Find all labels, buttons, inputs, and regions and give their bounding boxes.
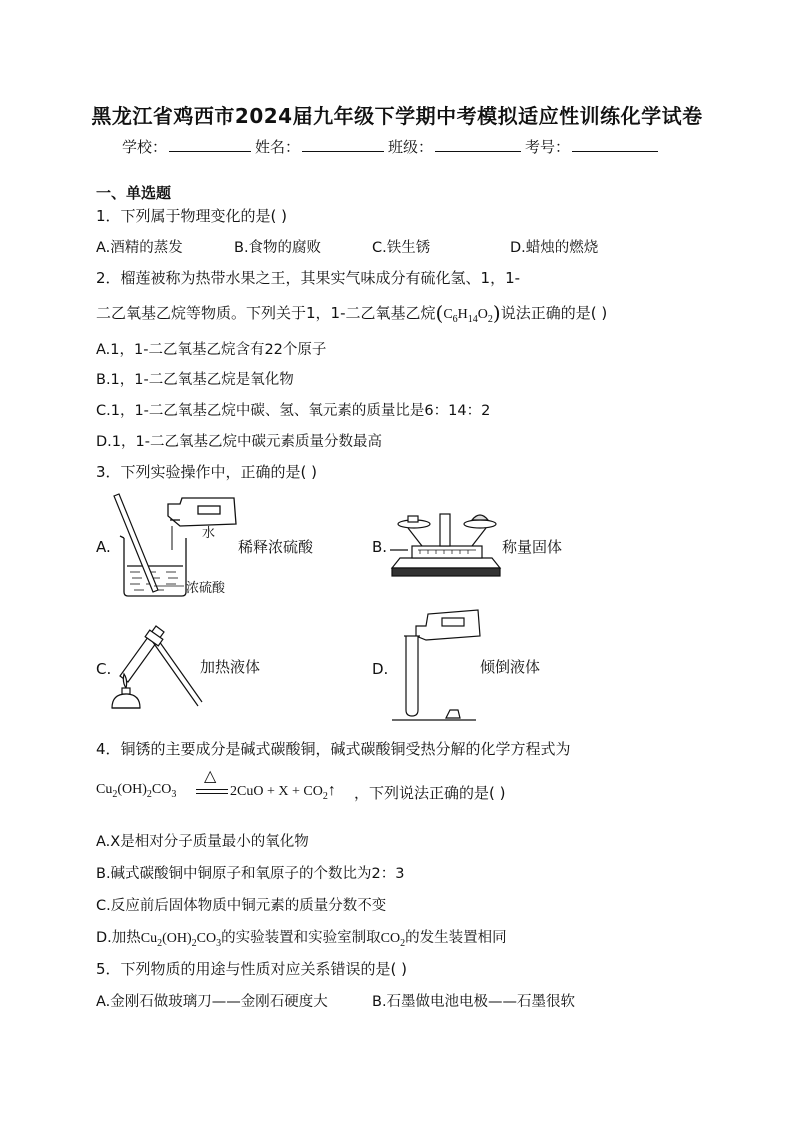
name-label: 姓名： [255, 138, 301, 156]
right-pan [464, 520, 496, 528]
section-title: 一、单选题 [96, 184, 172, 202]
reagent-bottle [416, 610, 480, 640]
q3-c-letter: C. [96, 660, 112, 678]
q1-option-c: C.铁生锈 [372, 240, 431, 256]
q1-option-d: D.蜡烛的燃烧 [510, 240, 599, 256]
solid-sample [472, 515, 488, 520]
d-formula-2: $CO_2$ [380, 931, 406, 949]
q3-a-label: 稀释浓硫酸 [238, 538, 314, 556]
student-info-line [122, 136, 662, 157]
school-label: 学校： [122, 138, 168, 156]
balance-pillar [440, 514, 450, 546]
class-blank[interactable] [435, 137, 521, 152]
paren-close: ) [492, 301, 501, 325]
alcohol-lamp [112, 674, 140, 708]
q2-stem-text-a: 二乙氧基乙烷等物质。下列关于1，1-二乙氧基乙烷 [96, 304, 436, 322]
d-formula-1: $Cu_2(OH)_2CO_3$ [140, 931, 222, 949]
q3-d-letter: D. [372, 660, 389, 678]
q1-option-b: B.食物的腐败 [234, 240, 322, 256]
test-tube [120, 626, 164, 682]
q4-stem: 4．铜锈的主要成分是碱式碳酸铜，碱式碳酸铜受热分解的化学方程式为 [96, 740, 571, 758]
q4-stem-end: ，下列说法正确的是( ) [354, 784, 506, 802]
heat-liquid-illustration [110, 618, 204, 714]
q2-option-b: B.1，1-二乙氧基乙烷是氧化物 [96, 372, 294, 388]
water-label: 水 [202, 526, 216, 541]
q3-d-label: 倾倒液体 [480, 658, 541, 676]
balance-beam [412, 546, 482, 558]
balance-base [392, 558, 500, 568]
test-tube-and-holder [120, 626, 202, 706]
q2-option-d: D.1，1-二乙氧基乙烷中碳元素质量分数最高 [96, 434, 382, 450]
equals-double-line [196, 789, 228, 794]
q3-b-label: 称量固体 [502, 538, 563, 556]
holder-handle [150, 638, 198, 706]
number-blank[interactable] [572, 137, 658, 152]
vertical-test-tube [404, 636, 420, 716]
acid-label: 浓硫酸 [186, 581, 226, 596]
q2-option-a: A.1，1-二乙氧基乙烷含有22个原子 [96, 342, 327, 358]
heat-symbol: △ [204, 768, 217, 785]
glass-rod [114, 494, 158, 592]
exam-title: 黑龙江省鸡西市2024届九年级下学期中考模拟适应性训练化学试卷 [91, 104, 703, 128]
q2-stem-line2 [96, 301, 607, 325]
q5-option-b: B.石墨做电池电极——石墨很软 [372, 994, 576, 1010]
q3-b-letter: B. [372, 538, 388, 556]
balance-scale [390, 514, 500, 576]
equation-right: $2CuO + X + CO_2↑$ [230, 782, 336, 802]
equation-left: $Cu_2(OH)_2CO_3$ [96, 782, 177, 800]
balance-illustration [388, 506, 504, 582]
paren-open: ( [435, 301, 444, 325]
q3-c-label: 加热液体 [200, 658, 261, 676]
q3-a-letter: A. [96, 538, 111, 556]
school-blank[interactable] [169, 137, 251, 152]
weight [408, 516, 418, 522]
number-label: 考号： [525, 138, 571, 156]
q1-option-a: A.酒精的蒸发 [96, 240, 183, 256]
q3-stem: 3．下列实验操作中，正确的是( ) [96, 463, 318, 481]
q4-option-b: B.碱式碳酸铜中铜原子和氧原子的个数比为2：3 [96, 866, 405, 882]
pour-liquid-illustration [386, 606, 482, 724]
q2-formula: $C_6H_{14}O_2$ [443, 307, 493, 325]
q1-stem: 1．下列属于物理变化的是( ) [96, 207, 288, 225]
q4-option-d: D.加热$Cu_2(OH)_2CO_3$的实验装置和实验室制取$CO_2$的发生装置相同 [96, 930, 507, 949]
q2-stem-line1: 2．榴莲被称为热带水果之王，其果实气味成分有硫化氢、1，1- [96, 269, 521, 287]
gas-arrow-icon: ↑ [327, 782, 336, 799]
q5-stem: 5．下列物质的用途与性质对应关系错误的是( ) [96, 960, 408, 978]
q4-option-a: A.X是相对分子质量最小的氧化物 [96, 834, 309, 850]
q5-option-a: A.金刚石做玻璃刀——金刚石硬度大 [96, 994, 328, 1010]
name-blank[interactable] [302, 137, 384, 152]
q2-option-c: C.1，1-二乙氧基乙烷中碳、氢、氧元素的质量比是6：14：2 [96, 403, 491, 419]
class-label: 班级： [388, 138, 434, 156]
q2-stem-text-b: 说法正确的是( ) [500, 304, 608, 322]
q4-option-c: C.反应前后固体物质中铜元素的质量分数不变 [96, 898, 387, 914]
bottle-stopper [446, 710, 460, 718]
